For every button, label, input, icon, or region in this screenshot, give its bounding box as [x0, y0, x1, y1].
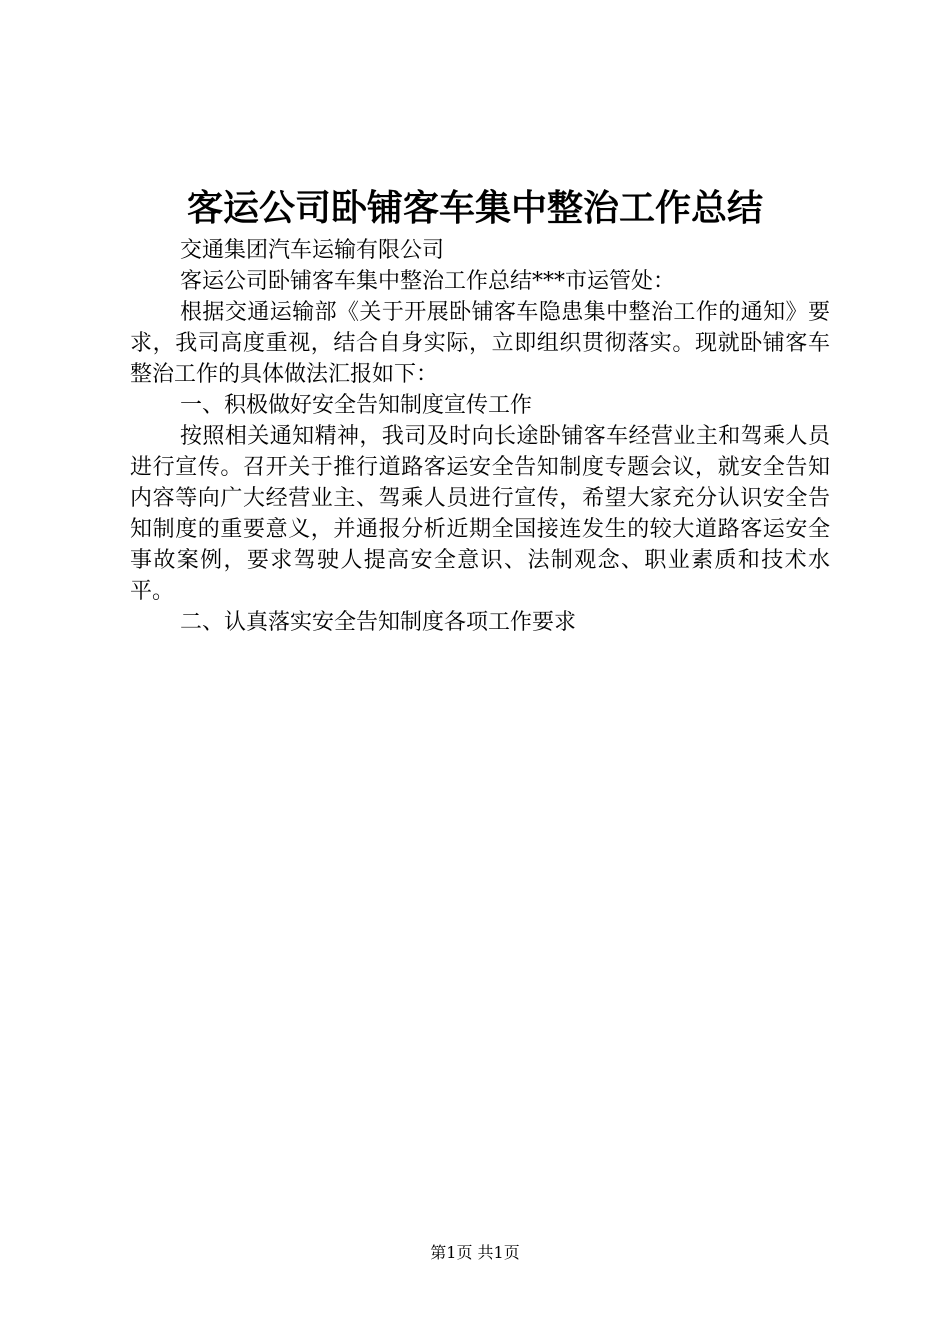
- section-heading-2: 二、认真落实安全告知制度各项工作要求: [180, 610, 577, 635]
- document-body: [130, 235, 830, 638]
- page-footer: 第1页 共1页: [430, 1243, 520, 1262]
- section-1-paragraph: 按照相关通知精神，我司及时向长途卧铺客车经营业主和驾乘人员进行宣传。召开关于推行道路客运安全告知制度专题会议，就安全告知内容等向广大经营业主、驾乘人员进行宣传，希望大家充分认识安全告知制度的重要意义，并通报分析近期全国接连发生的较大道路客运安全事故案例，要求驾驶人提高安全意识、法制观念、职业素质和技术水平。: [130, 424, 830, 604]
- section-heading-1: 一、积极做好安全告知制度宣传工作: [180, 393, 533, 418]
- salutation-paragraph: 客运公司卧铺客车集中整治工作总结***市运管处：: [180, 269, 676, 294]
- document-title: 客运公司卧铺客车集中整治工作总结: [186, 187, 763, 229]
- company-name-paragraph: 交通集团汽车运输有限公司: [180, 238, 445, 263]
- intro-paragraph: 根据交通运输部《关于开展卧铺客车隐患集中整治工作的通知》要求，我司高度重视，结合自身实际，立即组织贯彻落实。现就卧铺客车整治工作的具体做法汇报如下：: [130, 300, 830, 387]
